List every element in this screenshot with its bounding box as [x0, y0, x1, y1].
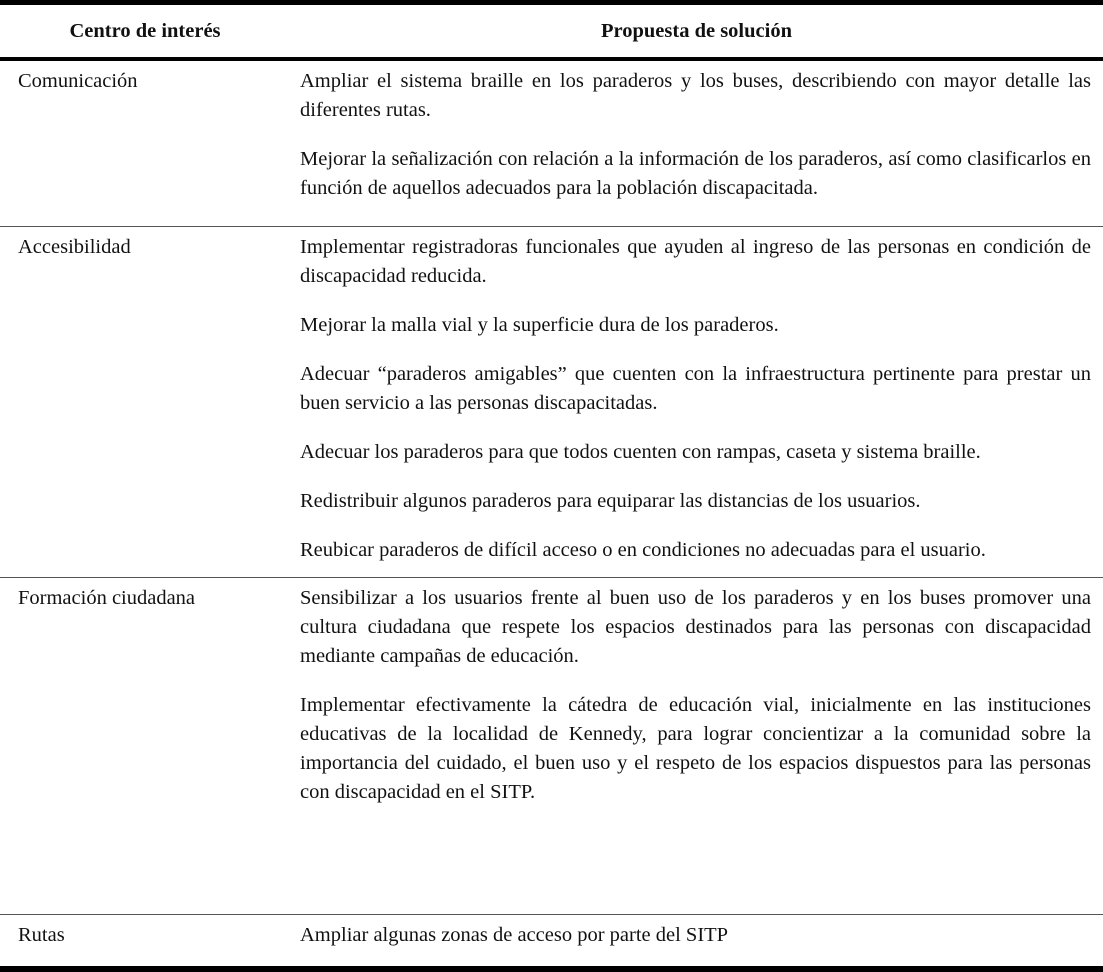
table-row	[0, 915, 1103, 966]
proposal: Sensibilizar a los usuarios frente al buen uso de los paraderos y en los buses promover una cultura ciudadana que respete los espacios destinados para las personas con discapacidad mediante campañas de educación.	[300, 587, 1091, 667]
bottom-rule	[0, 966, 1103, 972]
proposal-cell	[290, 227, 1103, 577]
topic-cell: Comunicación	[18, 70, 138, 92]
proposal: Ampliar el sistema braille en los paraderos y los buses, describiendo con mayor detalle las diferentes rutas.	[300, 70, 1091, 121]
proposal: Implementar registradoras funcionales que ayuden al ingreso de las personas en condición de discapacidad reducida.	[300, 236, 1091, 287]
topic-cell: Rutas	[18, 924, 65, 946]
proposal: Redistribuir algunos paraderos para equiparar las distancias de los usuarios.	[300, 490, 921, 512]
table-row	[0, 227, 1103, 577]
table-row	[0, 578, 1103, 914]
proposal: Adecuar los paraderos para que todos cuenten con rampas, caseta y sistema braille.	[300, 441, 981, 463]
proposal: Implementar efectivamente la cátedra de educación vial, inicialmente en las instituciones educativas de la localidad de Kennedy, para lograr concientizar a la comunidad sobre la importancia del cuidado, el buen uso y el respeto de los espacios dispuestos para las personas con discapacidad en el SITP.	[300, 694, 1091, 803]
proposal: Adecuar “paraderos amigables” que cuenten con la infraestructura pertinente para prestar un buen servicio a las personas discapacitadas.	[300, 363, 1091, 414]
proposal: Reubicar paraderos de difícil acceso o en condiciones no adecuadas para el usuario.	[300, 539, 986, 561]
topic-cell: Accesibilidad	[18, 236, 131, 258]
proposal-cell	[290, 915, 1103, 966]
topic-cell: Formación ciudadana	[18, 587, 196, 609]
header-proposal: Propuesta de solución	[601, 19, 792, 42]
proposal-cell	[290, 61, 1103, 226]
header-topic: Centro de interés	[69, 19, 221, 42]
proposal: Ampliar algunas zonas de acceso por parte del SITP	[300, 924, 729, 946]
proposal-cell	[290, 578, 1103, 914]
table-row	[0, 61, 1103, 226]
proposal: Mejorar la malla vial y la superficie dura de los paraderos.	[300, 314, 779, 336]
proposal: Mejorar la señalización con relación a la información de los paraderos, así como clasificarlos en función de aquellos adecuados para la población discapacitada.	[300, 148, 1091, 199]
header-row	[0, 5, 1103, 57]
